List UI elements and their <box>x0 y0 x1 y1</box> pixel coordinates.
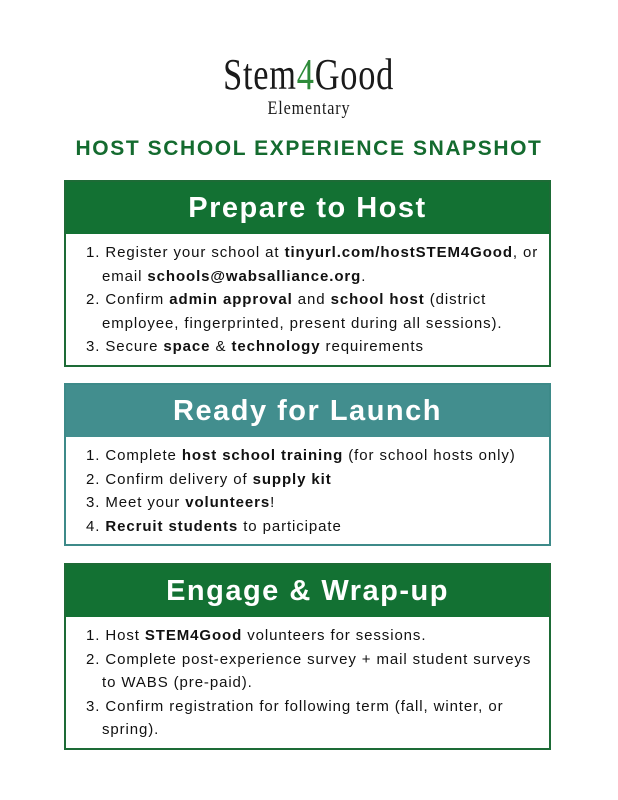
list-item-text: (for school hosts only) <box>343 447 516 464</box>
section-list <box>66 617 549 748</box>
list-item-text: and <box>292 291 331 308</box>
list-item-emphasis: host school training <box>181 447 344 464</box>
list-item-number: 2. <box>86 470 101 488</box>
logo-digit-4: 4 <box>297 50 316 99</box>
list-item-emphasis: tinyurl.com/hostSTEM4Good <box>284 244 513 261</box>
list-item-text: Secure <box>100 338 164 355</box>
list-item-text: Complete <box>100 447 182 464</box>
list-item-number: 1. <box>86 627 101 644</box>
section-heading: Ready for Launch <box>66 385 549 437</box>
list-item-emphasis: Recruit students <box>105 517 239 535</box>
list-item-number: 4. <box>86 517 101 535</box>
list-item <box>86 444 539 468</box>
logo <box>0 50 618 119</box>
list-item <box>86 515 539 539</box>
list-item-text: requirements <box>320 338 424 355</box>
list-item-number: 2. <box>86 650 101 668</box>
list-item-emphasis: schools@wabsalliance.org <box>147 267 362 285</box>
list-item-number: 3. <box>86 494 101 511</box>
section-card-prepare <box>64 180 551 367</box>
list-item-text: to participate <box>238 517 342 535</box>
logo-subtitle: Elementary <box>267 98 351 119</box>
list-item-text: Register your school at <box>100 244 285 261</box>
list-item <box>86 288 539 335</box>
list-item <box>86 648 539 695</box>
section-heading: Engage & Wrap-up <box>66 565 549 617</box>
list-item-emphasis: STEM4Good <box>144 627 243 644</box>
list-item-text: Complete post-experience survey + mail student surveys to WABS (pre-paid). <box>100 650 532 691</box>
page-title: HOST SCHOOL EXPERIENCE SNAPSHOT <box>75 137 543 160</box>
list-item-text: . <box>361 267 367 285</box>
list-item-text: Host <box>100 627 145 644</box>
list-item-text: Confirm registration for following term (fall, winter, or spring). <box>100 697 504 738</box>
list-item-emphasis: supply kit <box>252 470 332 488</box>
list-item-emphasis: space <box>163 338 211 355</box>
list-item-text: Meet your <box>100 494 186 511</box>
list-item <box>86 241 539 288</box>
list-item <box>86 491 539 515</box>
list-item-number: 3. <box>86 338 101 355</box>
list-item <box>86 335 539 359</box>
section-card-engage <box>64 563 551 750</box>
logo-wordmark <box>223 52 394 98</box>
list-item-text: , or email <box>102 244 539 285</box>
list-item <box>86 624 539 648</box>
section-heading: Prepare to Host <box>66 182 549 234</box>
section-card-launch <box>64 383 551 546</box>
list-item <box>86 695 539 742</box>
logo-word-good: Good <box>315 50 395 99</box>
list-item-text: Confirm <box>100 291 170 308</box>
section-list <box>66 234 549 365</box>
list-item-text: (district employee, fingerprinted, present during all sessions). <box>102 291 503 332</box>
list-item-number: 2. <box>86 291 101 308</box>
logo-word-stem: Stem <box>223 50 298 99</box>
list-item <box>86 468 539 492</box>
list-item-text: Confirm delivery of <box>100 470 253 488</box>
list-item-number: 3. <box>86 697 101 715</box>
section-list <box>66 437 549 544</box>
list-item-emphasis: school host <box>330 291 425 308</box>
list-item-text: ! <box>270 494 276 511</box>
list-item-text: & <box>210 338 232 355</box>
list-item-number: 1. <box>86 447 101 464</box>
list-item-emphasis: admin approval <box>169 291 293 308</box>
list-item-text: volunteers for sessions. <box>242 627 427 644</box>
list-item-emphasis: volunteers <box>185 494 271 511</box>
list-item-emphasis: technology <box>231 338 321 355</box>
list-item-number: 1. <box>86 244 101 261</box>
